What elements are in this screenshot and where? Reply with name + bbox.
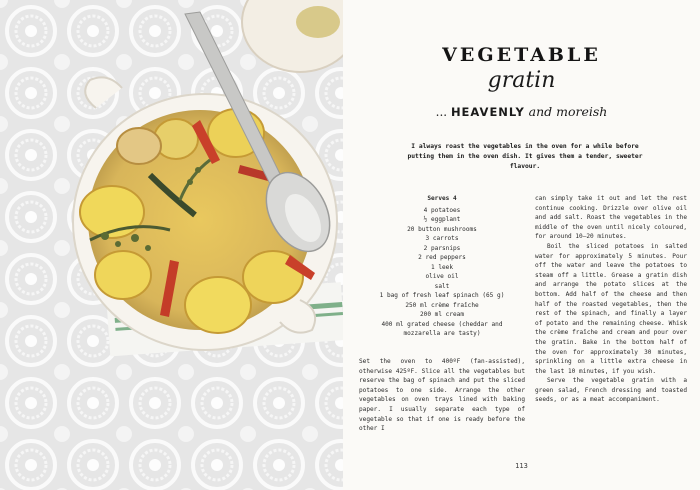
ingredient-line: 20 button mushrooms [407,225,477,233]
ingredient-line: 3 carrots [425,235,459,242]
ingredient-line: 2 red peppers [418,254,466,261]
ingredient-line: 400 ml grated cheese (cheddar and [381,320,503,328]
recipe-tagline [343,104,700,119]
ingredient-line: olive oil [425,273,459,280]
tagline-prefix: ... [435,105,448,119]
method-paragraph: Serve the vegetable gratin with a green salad, French dressing and toasted seeds, or as a meat accompaniment. [535,377,687,404]
tagline-italic: and moreish [528,104,608,119]
recipe-page [343,0,700,490]
gratin-photo [0,0,343,490]
side-plate-food [296,6,340,38]
ingredient-line: 1 leek [430,263,453,271]
recipe-title: VEGETABLE [442,44,601,66]
ingredients-column [359,194,525,339]
recipe-subtitle: gratin [487,68,556,93]
method-paragraph-left: Set the oven to 400ºF (fan-assisted), otherwise 425ºF. Slice all the vegetables but reserve the bag of spinach and put the sliced potatoes to one side. Arrange the other vegetables on oven trays lined with baking paper. I usually separate each type of vegetable so that if one is ready before the other I [359,358,525,433]
ingredient-line: mozzarella are tasty) [403,330,481,337]
ingredient-line: 250 ml crème fraîche [405,301,479,309]
ingredient-line: 200 ml cream [419,311,465,318]
page-number: 113 [515,462,528,470]
ingredient-line: salt [434,282,450,290]
recipe-intro: I always roast the vegetables in the oven for a while before putting them in the oven dish. It gives them a tender, sweeter flavour. [407,143,643,170]
method-column [535,194,687,405]
tagline-bold: HEAVENLY [450,105,525,119]
ingredient-line: 1 bag of fresh leaf spinach (65 g) [379,292,505,299]
ingredient-line: 4 potatoes [423,206,461,214]
method-paragraph: can simply take it out and let the rest continue cooking. Drizzle over olive oil and add salt. Roast the vegetables in the middle of the oven until nicely coloured, for around 10–20 minutes. [535,195,687,241]
ingredient-line: 2 parsnips [423,244,461,252]
serves-heading: Serves 4 [427,195,457,202]
method-paragraph: Boil the sliced potatoes in salted water for approximately 5 minutes. Pour off the water and leave the potatoes to steam off a little. Grease a gratin dish and arrange the potato slices at the bottom. Add half of the cheese and then half of the roasted vegetables, then the rest of the spinach, and finally a layer of potato and the remaining cheese. Whisk the crème fraîche and cream and pour over the gratin. Bake in the bottom half of the oven for approximately 30 minutes, sprinkling on a little extra cheese in the last 10 minutes, if you wish. [535,242,687,375]
ingredient-line: ½ eggplant [423,216,461,223]
